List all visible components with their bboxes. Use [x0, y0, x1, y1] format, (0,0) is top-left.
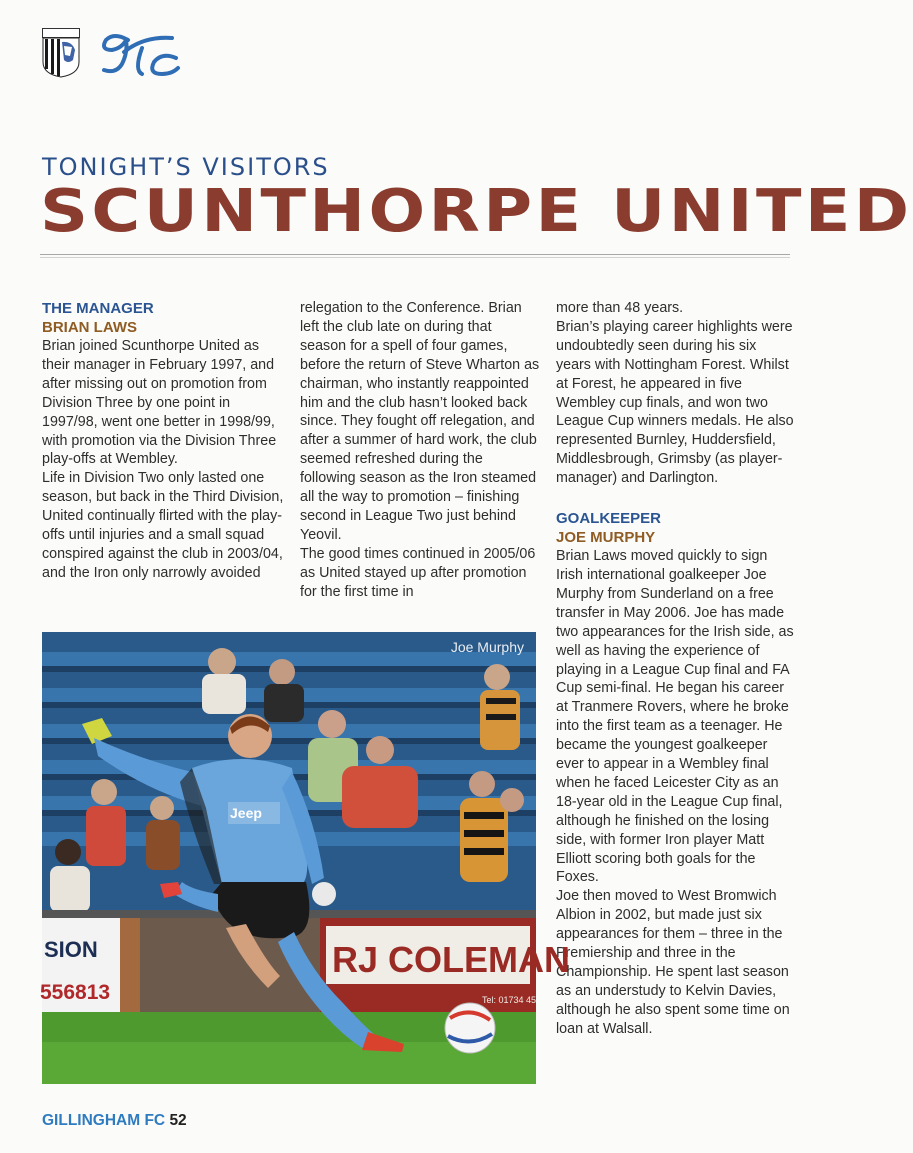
- goalkeeper-name: JOE MURPHY: [556, 529, 656, 547]
- gillingham-club-crest-icon: [42, 28, 80, 78]
- sponsor-board-phone: Tel: 01734 45: [482, 995, 537, 1005]
- manager-name: BRIAN LAWS: [42, 319, 137, 336]
- football-icon: [445, 1003, 495, 1053]
- goalkeeper-paragraph-2: Joe then moved to West Bromwich Albion in 2002, but made just six appearances for them – three in the Premiership and three in the Championship. He spent last season as an understudy to Kelvin Davies, although he also spent some time on loan at Walsall.: [556, 888, 790, 1037]
- page-number: 52: [169, 1112, 187, 1129]
- manager-paragraph-1: Brian joined Scunthorpe United as their manager in February 1997, and after missing out on promotion from Division Three by one point in 1997/98, went one better in 1998/99, with promotion via the Division Three play-offs at Wembley.: [42, 338, 277, 468]
- sponsor-board-text: RJ COLEMAN: [332, 939, 571, 980]
- goalkeeper-paragraph-1: Brian Laws moved quickly to sign Irish international goalkeeper Joe Murphy from Sunderland on a free transfer in May 2006. Joe has made two appearances for the Irish side, as well as having the experience of playing in a League Cup final and FA Cup semi-final. He began his career at Tranmere Rovers, where he broke into the first team as a teenager. He became the youngest goalkeeper ever to appear in a Wembley final when he faced Leicester City as an 18-year old in the League Cup final, although he finished on the losing side, with former Iron player Matt Elliott scoring both goals for the Foxes.: [556, 548, 794, 886]
- manager-paragraph-3: The good times continued in 2005/06 as United stayed up after promotion for the first time in: [300, 545, 536, 600]
- article-column-2: [300, 299, 540, 602]
- gfc-logo-icon: [98, 26, 182, 80]
- left-board-text: SION: [44, 937, 98, 962]
- page-kicker: TONIGHT’S VISITORS: [42, 153, 330, 181]
- shirt-sponsor: Jeep: [230, 805, 262, 821]
- header-divider: [40, 254, 790, 255]
- manager-paragraph-3-continued: more than 48 years.: [556, 300, 684, 316]
- photo-caption: Joe Murphy: [450, 639, 524, 655]
- goalkeeper-heading: GOALKEEPER: [556, 510, 662, 528]
- footer-club-name: GILLINGHAM FC: [42, 1112, 166, 1129]
- page-title: SCUNTHORPE UNITED: [40, 176, 913, 245]
- manager-paragraph-2-continued: relegation to the Conference. Brian left the club late on during that season for a spell of four games, before the return of Steve Wharton as chairman, who instantly reappointed him and the club hasn’t looked back since. They fought off relegation, and after a summer of hard work, the club seemed refreshed during the following season as the Iron steamed all the way to promotion – finishing second in League Two just behind Yeovil.: [300, 300, 540, 543]
- left-board-number: 556813: [40, 981, 111, 1004]
- header-divider-shadow: [40, 257, 790, 258]
- page-footer: [42, 1112, 187, 1130]
- manager-paragraph-4: Brian’s playing career highlights were undoubtedly seen during his six years with Nottingham Forest. Whilst at Forest, he appeared in five Wembley cup finals, and won two League Cup winners medals. He also represented Burnley, Huddersfield, Middlesbrough, Grimsby (as player-manager) and Darlington.: [556, 318, 794, 487]
- manager-paragraph-2: Life in Division Two only lasted one season, but back in the Third Division, United continually flirted with the play-offs until injuries and a small squad conspired against the club in 2003/04, and the Iron only narrowly avoided: [42, 470, 284, 581]
- article-column-1: [42, 299, 287, 583]
- goalkeeper-photo: [40, 632, 571, 1084]
- article-column-3: [556, 299, 794, 1039]
- manager-heading: THE MANAGER: [42, 300, 154, 317]
- match-photo-illustration: [40, 632, 571, 1084]
